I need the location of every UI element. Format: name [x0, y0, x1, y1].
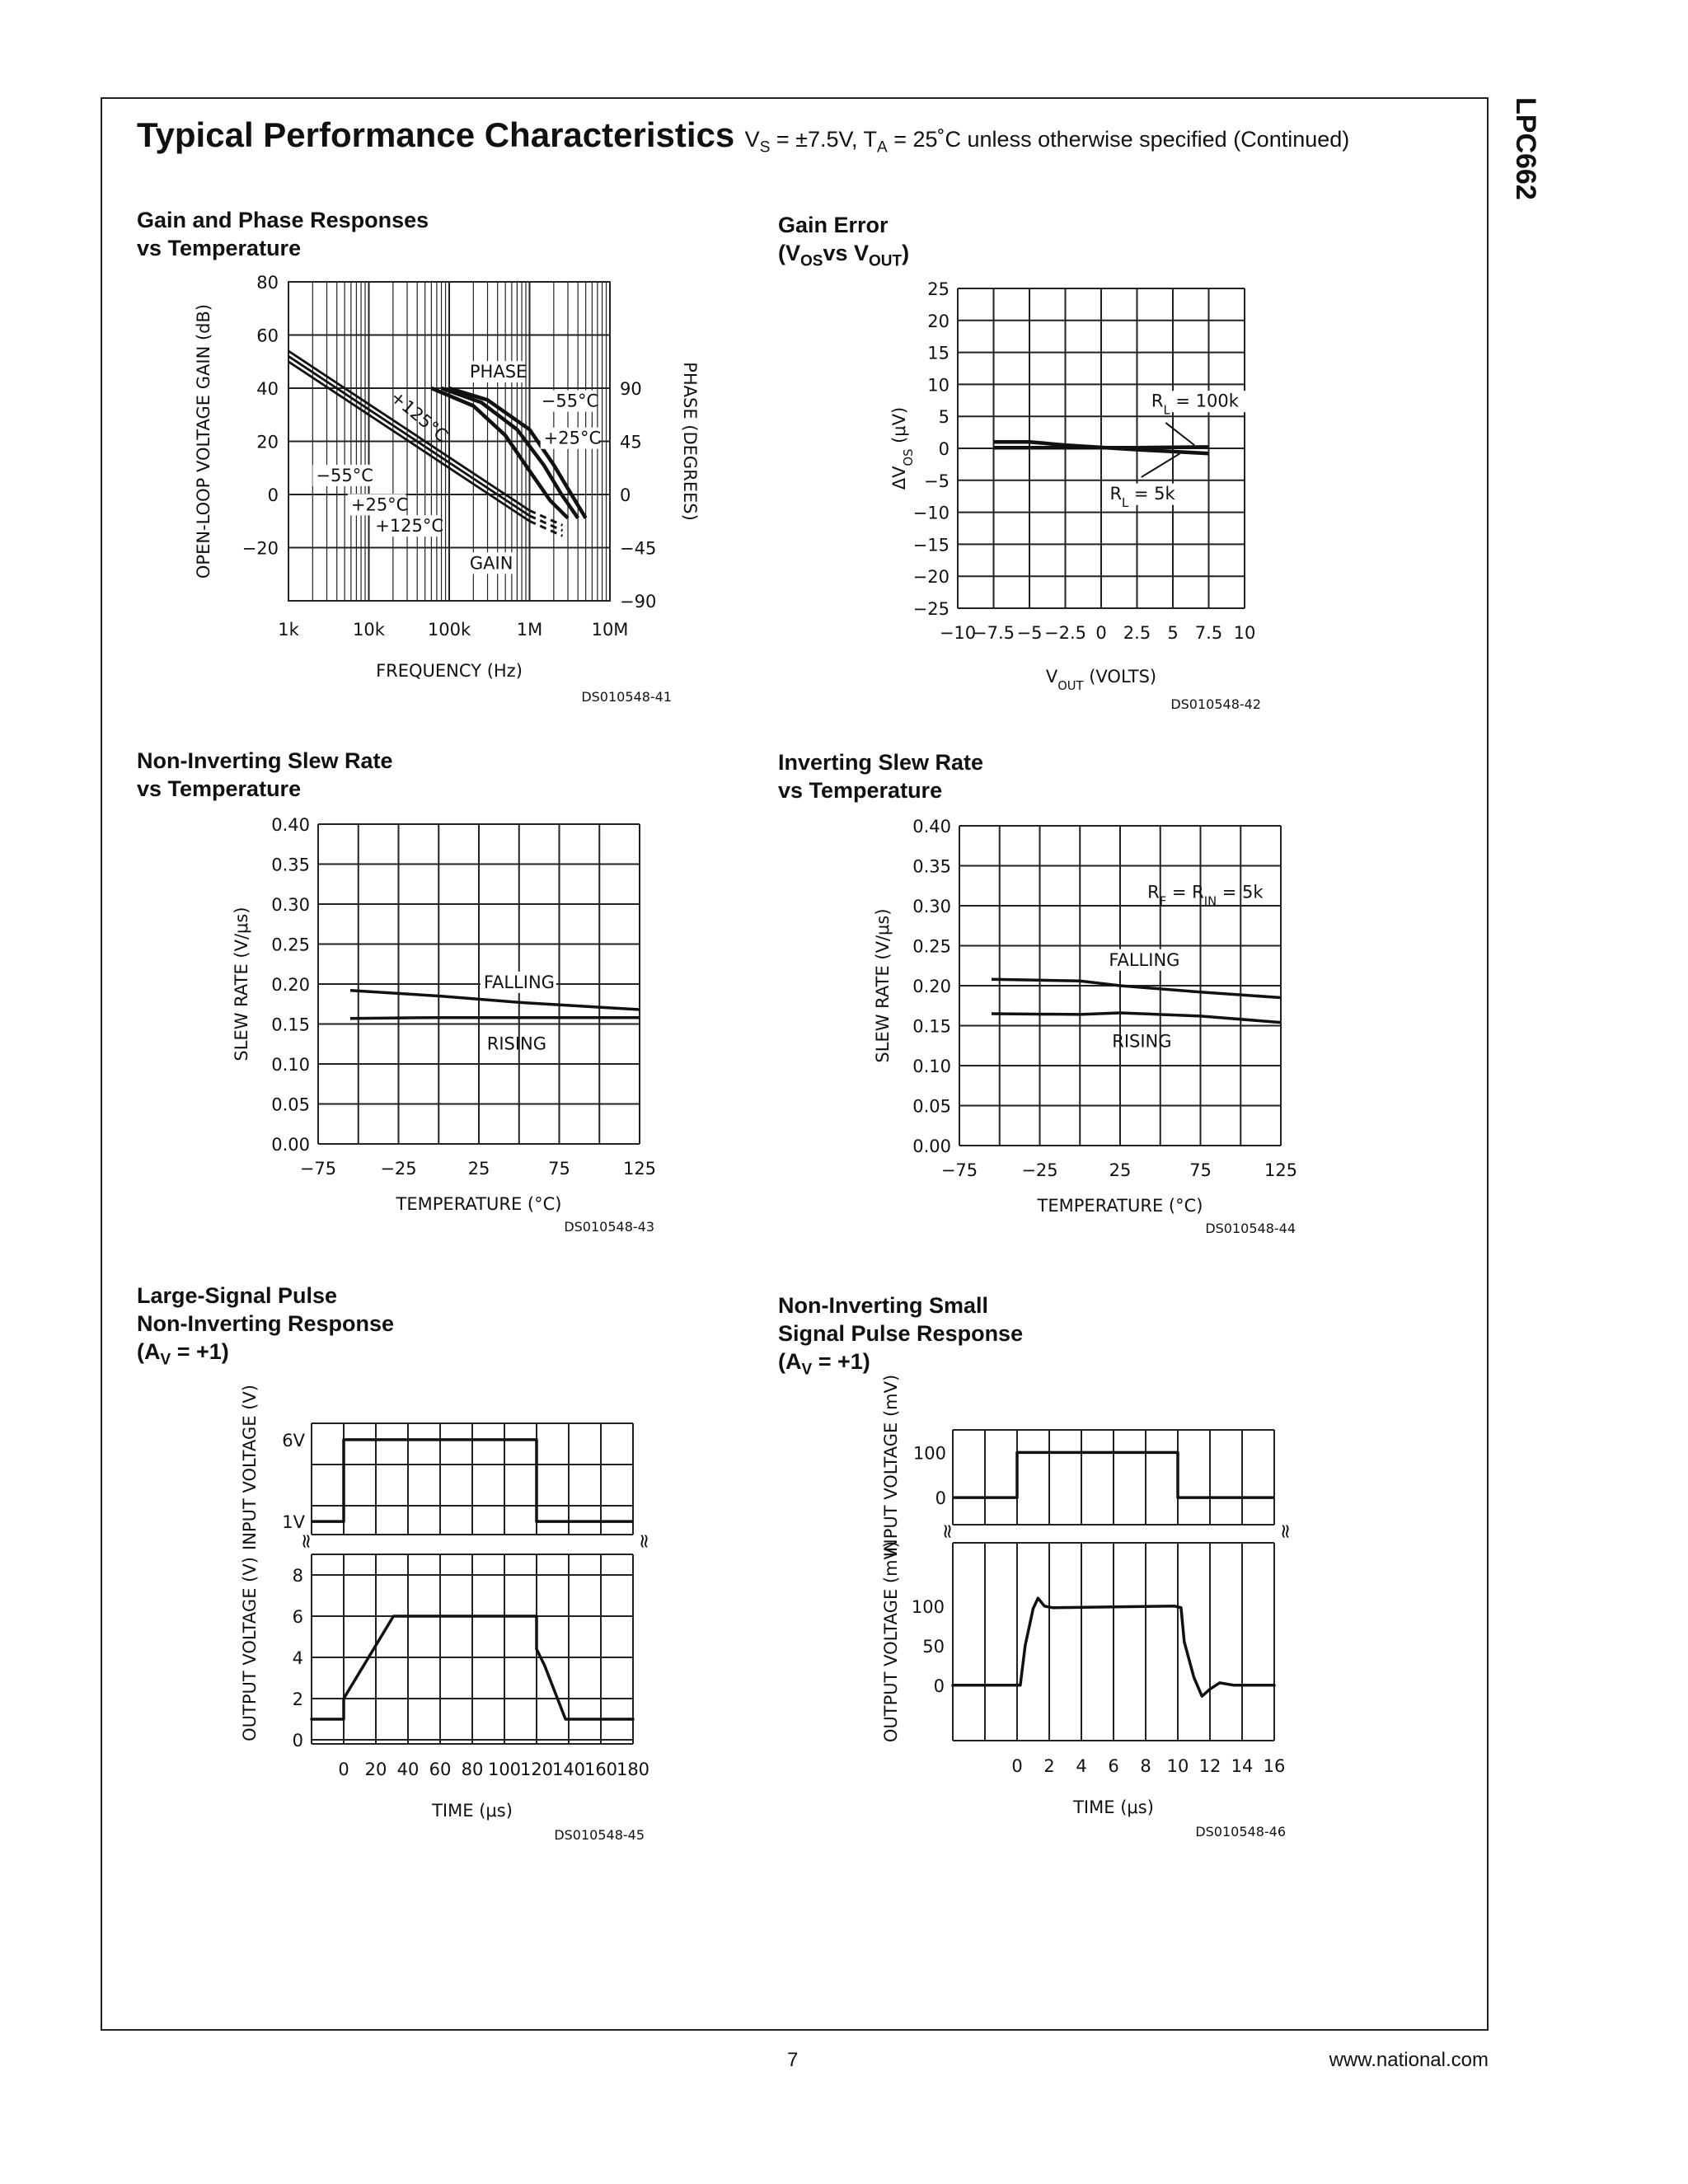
label-leader: [1142, 453, 1180, 477]
label-gain: GAIN: [469, 553, 513, 574]
y-tick-label: 10: [927, 375, 950, 396]
y-tick-label: 0.05: [271, 1094, 310, 1115]
chart-title-noninv-slew: Non-Inverting Slew Rate vs Temperature: [137, 748, 393, 801]
x-tick-label: 1M: [516, 620, 543, 640]
y-tick-label: 0.20: [912, 977, 951, 996]
x-tick-label: 4: [1076, 1756, 1087, 1776]
x-tick-label: 100: [487, 1760, 522, 1779]
x-tick-label: 100k: [427, 620, 471, 640]
chart-title-gain-error: Gain Error ($V_{OS}vs$ $V_{OUT}$): [778, 213, 910, 270]
input-tick-label: 1V: [282, 1512, 305, 1533]
y-tick-label: 0.40: [912, 817, 951, 837]
y-tick-label: 80: [256, 273, 279, 293]
figure-code: DS010548-45: [554, 1827, 645, 1843]
x-tick-label: 160: [584, 1760, 618, 1779]
slew-curve-rising: [350, 1018, 640, 1019]
input-tick-label: 100: [912, 1443, 946, 1464]
page-number: 7: [787, 2049, 799, 2071]
x-tick-label: 10: [1166, 1756, 1189, 1776]
x-axis-label: TIME (μs): [432, 1801, 513, 1821]
y-axis-label: $\Delta V_{OS}$ (μV): [889, 406, 916, 490]
y-tick-label: 0.30: [271, 895, 310, 915]
chart-inv-slew: [864, 809, 1325, 1238]
label-rl-100k: $R_L = 100k$: [1151, 391, 1239, 418]
slew-curve-falling: [992, 979, 1281, 997]
x-tick-label: −2.5: [1044, 623, 1086, 643]
y-tick-label: 0.30: [912, 897, 951, 916]
output-tick-label: 2: [292, 1690, 303, 1709]
chart-small-signal: [864, 1375, 1325, 1853]
x-tick-label: 140: [551, 1760, 586, 1779]
y-tick-label: 0: [938, 439, 950, 459]
x-tick-label: 1k: [278, 620, 299, 640]
output-tick-label: 50: [922, 1636, 945, 1657]
y-tick-label: 0.35: [912, 856, 951, 877]
y-axis-label: SLEW RATE (V/μs): [873, 908, 893, 1063]
x-tick-label: 0: [1095, 623, 1107, 643]
x-tick-label: 80: [461, 1760, 484, 1779]
axis-break-icon: ≈: [295, 1533, 318, 1550]
axis-break-icon: ≈: [1274, 1523, 1297, 1540]
input-axis-label: INPUT VOLTAGE (V): [240, 1385, 260, 1550]
input-axis-label: INPUT VOLTAGE (mV): [881, 1375, 901, 1558]
label-phase: PHASE: [469, 362, 528, 382]
chart-title-large-signal: Large-Signal Pulse Non-Inverting Response $(A_V = +1)$: [137, 1283, 395, 1369]
y-tick-label: 40: [256, 379, 279, 399]
y-tick-label: 0.20: [271, 975, 310, 995]
y-tick-label: −5: [924, 471, 950, 491]
output-tick-label: 100: [911, 1596, 945, 1617]
x-tick-label: 2.5: [1123, 623, 1151, 643]
figure-code: DS010548-43: [564, 1219, 654, 1235]
label-falling: FALLING: [483, 972, 555, 992]
x-axis-label: TIME (μs): [1073, 1797, 1154, 1817]
x-tick-label: −75: [940, 1160, 978, 1180]
part-number: LPC662: [1510, 97, 1541, 200]
y-tick-label: 0.15: [271, 1015, 310, 1035]
y2-tick-label: −45: [620, 538, 657, 559]
test-conditions: $V_S = \pm 7.5V$, $T_A$ = 25˚C unless otherwise specified (Continued): [744, 127, 1350, 157]
axis-break-icon: ≈: [633, 1533, 656, 1550]
chart-title-small-signal: Non-Inverting Small Signal Pulse Response $(A_V = +1)$: [778, 1293, 1024, 1379]
label-rising: RISING: [1112, 1031, 1172, 1052]
x-tick-label: −7.5: [973, 623, 1015, 643]
label-gain-m55: −55°C: [316, 465, 373, 485]
x-tick-label: 0: [1011, 1756, 1023, 1776]
label-rf-rin: $R_F = R_{IN} = 5k$: [1147, 882, 1264, 908]
y-tick-label: 15: [927, 343, 950, 363]
slew-curve-rising: [992, 1013, 1281, 1023]
part-number-tab: [1502, 97, 1551, 213]
x-tick-label: 10M: [591, 620, 629, 640]
input-tick-label: 0: [935, 1488, 946, 1509]
x-tick-label: 10: [1233, 623, 1256, 643]
y-tick-label: −10: [912, 503, 950, 523]
y-tick-label: −15: [912, 535, 950, 555]
figure-code: DS010548-46: [1195, 1824, 1286, 1840]
x-tick-label: 14: [1231, 1756, 1254, 1776]
output-tick-label: 4: [292, 1648, 303, 1668]
x-tick-label: 16: [1263, 1756, 1286, 1776]
x-tick-label: 40: [396, 1760, 420, 1779]
x-tick-label: 20: [364, 1760, 387, 1779]
y-tick-label: 0.35: [271, 855, 310, 875]
y2-tick-label: −90: [620, 592, 657, 612]
x-tick-label: 12: [1198, 1756, 1221, 1776]
chart-large-signal: [223, 1368, 684, 1846]
x-tick-label: 10k: [353, 620, 385, 640]
y-tick-label: 0.15: [912, 1016, 951, 1037]
figure-code: DS010548-42: [1170, 696, 1261, 709]
footer-url[interactable]: www.national.com: [1329, 2049, 1489, 2071]
x-tick-label: 75: [1189, 1160, 1212, 1180]
x-tick-label: 6: [1108, 1756, 1119, 1776]
x-tick-label: 125: [622, 1159, 657, 1179]
x-tick-label: 125: [1264, 1160, 1298, 1180]
chart-gain-error: [857, 264, 1319, 709]
y-axis-label: SLEW RATE (V/μs): [232, 907, 251, 1062]
output-tick-label: 0: [292, 1731, 303, 1750]
y-tick-label: 20: [927, 311, 950, 331]
label-gain-p125: +125°C: [375, 516, 444, 537]
y-tick-label: 0: [267, 485, 279, 505]
y-tick-label: 0.00: [271, 1135, 310, 1155]
label-rl-5k: $R_L = 5k$: [1109, 484, 1175, 510]
y2-tick-label: 90: [620, 379, 642, 399]
output-tick-label: 0: [933, 1675, 945, 1696]
y-tick-label: −25: [912, 599, 950, 619]
label-gain-p25: +25°C: [350, 494, 409, 515]
y-tick-label: 0.05: [912, 1096, 951, 1117]
y-tick-label: 60: [256, 326, 279, 346]
label-phase-p25: +25°C: [543, 428, 602, 448]
x-axis-label: TEMPERATURE (°C): [1037, 1196, 1203, 1216]
y-tick-label: 5: [938, 407, 950, 428]
x-tick-label: −10: [939, 623, 977, 643]
x-tick-label: 120: [519, 1760, 554, 1779]
x-tick-label: −25: [1021, 1160, 1058, 1180]
y-tick-label: 0.40: [271, 815, 310, 835]
x-tick-label: −5: [1016, 623, 1043, 643]
x-axis-label: TEMPERATURE (°C): [396, 1194, 562, 1214]
y-tick-label: 25: [927, 279, 950, 299]
x-tick-label: 25: [1109, 1160, 1132, 1180]
output-tick-label: 8: [292, 1566, 303, 1586]
chart-gain-phase: [181, 264, 709, 709]
y-axis-label: OPEN-LOOP VOLTAGE GAIN (dB): [194, 303, 213, 579]
section-title: Typical Performance Characteristics: [137, 115, 735, 154]
label-phase-m55: −55°C: [541, 391, 599, 411]
y-tick-label: −20: [241, 538, 279, 559]
x-tick-label: 8: [1140, 1756, 1151, 1776]
y2-tick-label: 0: [620, 485, 631, 505]
chart-title-gain-phase: Gain and Phase Responses vs Temperature: [137, 208, 429, 260]
axis-break-icon: ≈: [936, 1523, 959, 1540]
x-tick-label: 75: [548, 1159, 570, 1179]
chart-noninv-slew: [223, 808, 684, 1236]
x-axis-label: FREQUENCY (Hz): [376, 661, 523, 681]
x-tick-label: 180: [616, 1760, 650, 1779]
output-axis-label: OUTPUT VOLTAGE (mV): [881, 1540, 901, 1743]
x-tick-label: 25: [467, 1159, 490, 1179]
label-phase-p125: +125°C: [387, 387, 452, 446]
y-tick-label: 0.25: [912, 936, 951, 957]
x-axis-label: $V_{OUT}$ (VOLTS): [1045, 667, 1157, 693]
y-tick-label: 0.10: [912, 1057, 951, 1076]
label-falling: FALLING: [1109, 949, 1180, 970]
label-leader: [1165, 423, 1194, 445]
x-tick-label: 0: [338, 1760, 349, 1779]
y-tick-label: 0.25: [271, 935, 310, 955]
y-tick-label: −20: [912, 567, 950, 588]
y-tick-label: 0.10: [271, 1055, 310, 1075]
slew-curve-falling: [350, 991, 640, 1010]
y2-axis-label: PHASE (DEGREES): [680, 362, 700, 521]
x-tick-label: −25: [380, 1159, 417, 1179]
input-tick-label: 6V: [282, 1430, 305, 1451]
x-tick-label: 5: [1167, 623, 1179, 643]
x-tick-label: −75: [299, 1159, 337, 1179]
figure-code: DS010548-44: [1205, 1221, 1296, 1236]
x-tick-label: 2: [1043, 1756, 1055, 1776]
x-tick-label: 60: [429, 1760, 452, 1779]
chart-title-inv-slew: Inverting Slew Rate vs Temperature: [778, 750, 984, 803]
y2-tick-label: 45: [620, 432, 642, 452]
x-tick-label: 7.5: [1194, 623, 1223, 643]
page-heading: [137, 115, 1349, 157]
output-tick-label: 6: [292, 1607, 303, 1627]
label-rising: RISING: [486, 1033, 547, 1054]
output-axis-label: OUTPUT VOLTAGE (V): [240, 1557, 260, 1741]
y-tick-label: 20: [256, 432, 279, 452]
y-tick-label: 0.00: [912, 1137, 951, 1156]
gain-curve-extension: [530, 521, 563, 536]
figure-code: DS010548-41: [581, 689, 672, 705]
